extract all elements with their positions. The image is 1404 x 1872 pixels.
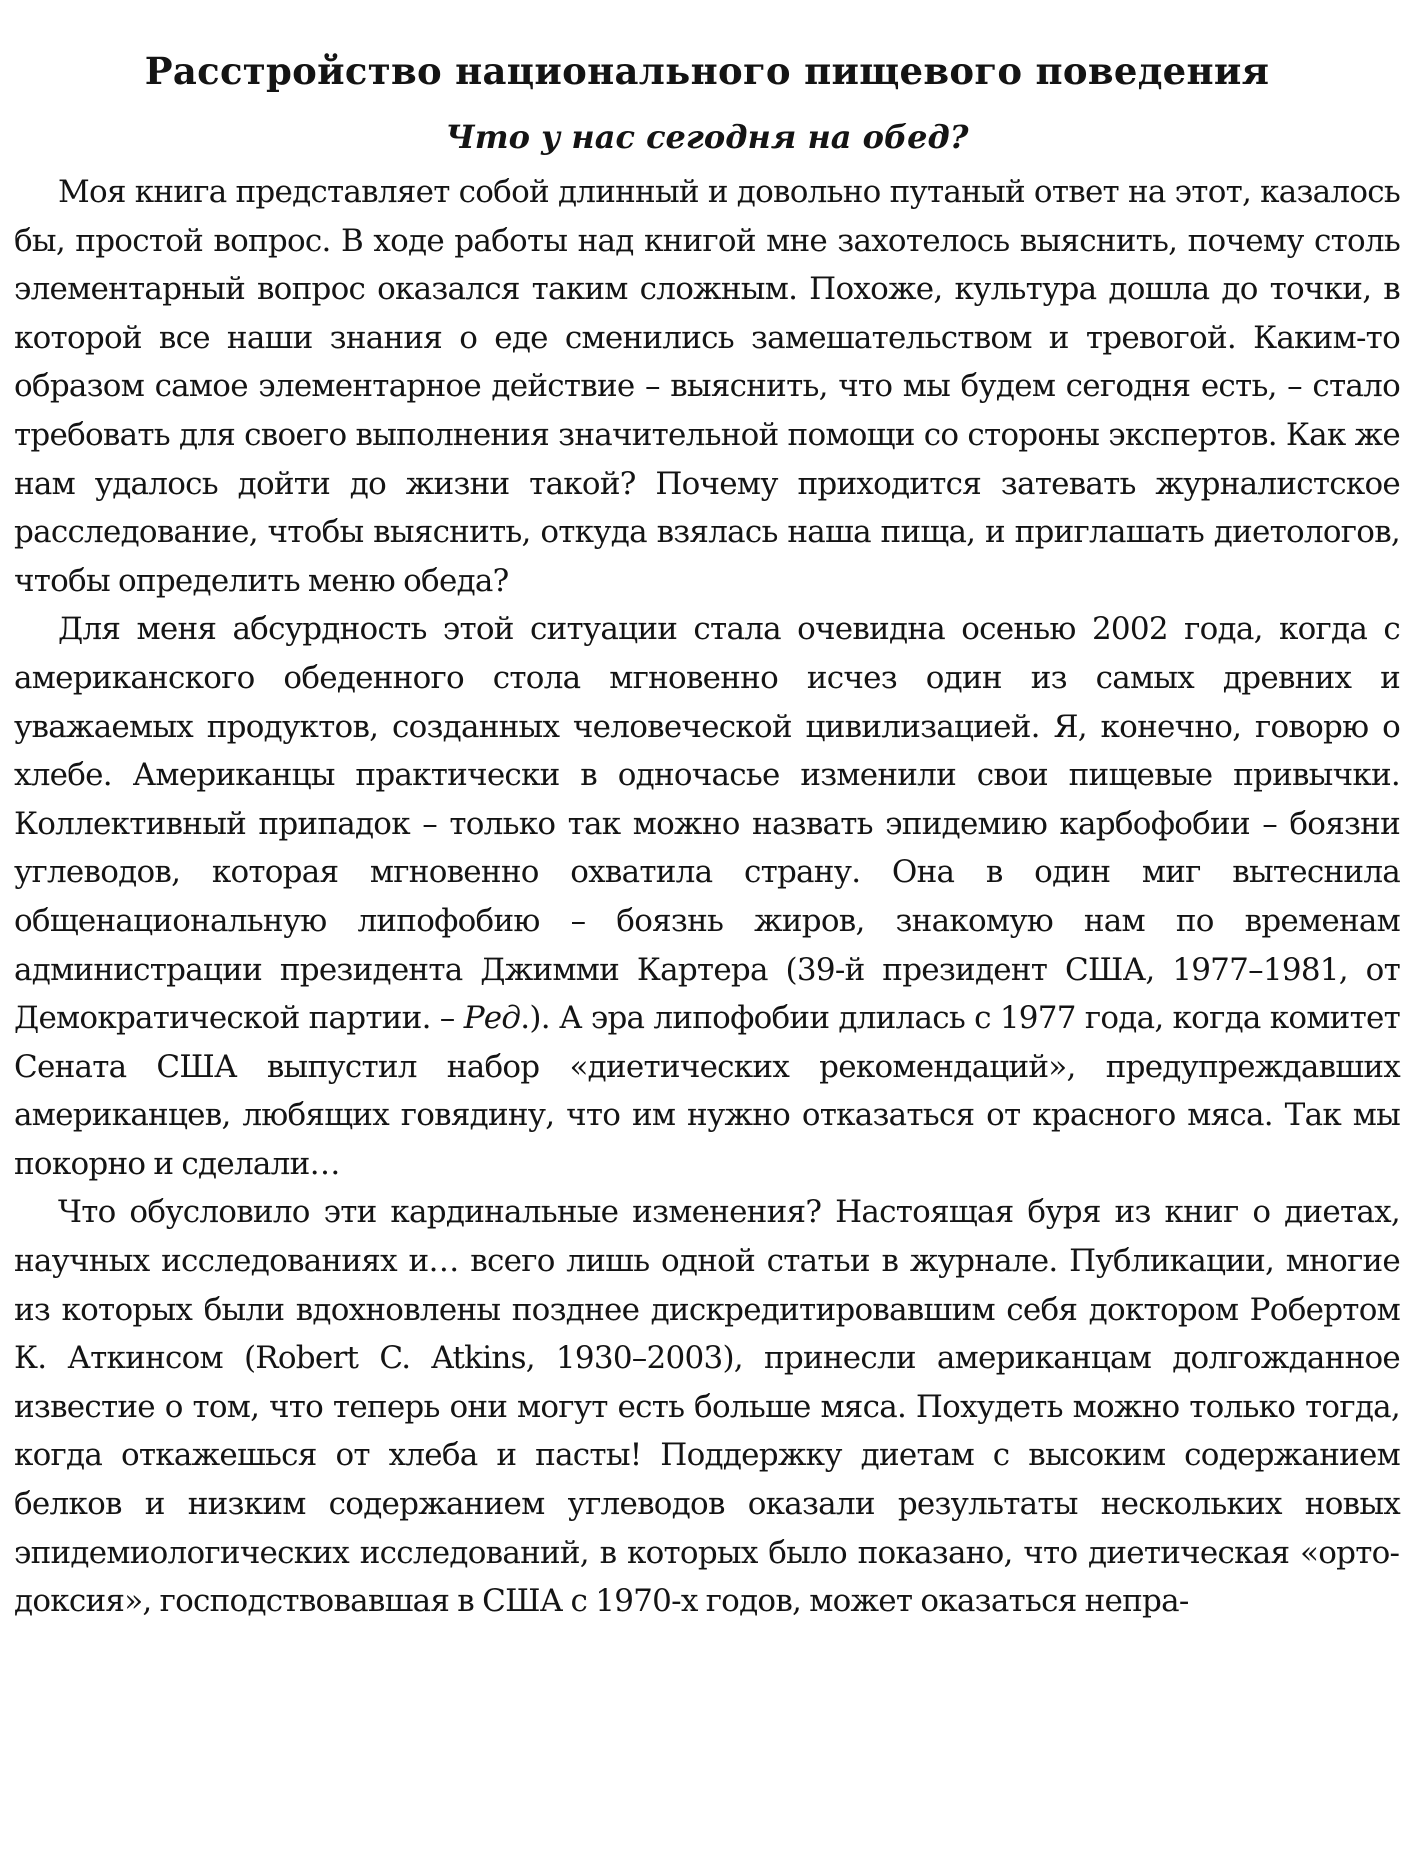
paragraph-1: Моя книга представляет собой длинный и довольно путаный ответ на этот, казалось бы, простой вопрос. В ходе работы над книгой мне захотелось выяснить, почему столь элементарный вопрос оказался таким сложным. Похоже, культура дошла до точки, в которой все наши знания о еде сменились замешательством и тревогой. Каким-то образом самое элементарное действие – выяснить, что мы будем сегодня есть, – стало требовать для своего выполнения значительной помощи со стороны экспертов. Как же нам удалось дойти до жизни такой? Почему приходится затевать журналистское расследование, чтобы выяснить, откуда взялась наша пища, и приглашать диетологов, чтобы определить меню обеда? xyxy=(14,174,1400,599)
document-page xyxy=(14,40,1400,1626)
paragraph-2 xyxy=(14,605,1400,1188)
paragraph-2-part-2: .). А эра липофобии длилась с 1977 года, когда комитет Сената США выпустил набор «диетических рекомендаций», предупреждавших американцев, любящих говядину, что им нужно отказаться от красного мяса. Так мы покорно и сделали… xyxy=(14,1000,1400,1182)
chapter-title: Расстройство национального пищевого поведения xyxy=(144,49,1270,93)
editor-note-abbrev: Ред xyxy=(463,1000,521,1037)
paragraph-3: Что обусловило эти кардинальные изменения? Настоящая буря из книг о диетах, научных исследованиях и… всего лишь одной статьи в журнале. Публикации, многие из которых были вдохновлены позднее дискредитировавшим себя доктором Робертом К. Аткинсом (Robert C. Atkins, 1930–2003), принесли американцам долгожданное известие о том, что теперь они могут есть больше мяса. Похудеть можно только тогда, когда откажешься от хлеба и пасты! Поддержку диетам с высоким содержанием белков и низким содержанием углеводов оказали результаты нескольких новых эпидемиологических исследований, в которых было показано, что диетическая «ортодоксия», господствовавшая в США с 1970-х годов, может оказаться непра- xyxy=(14,1194,1400,1620)
chapter-subtitle: Что у нас сегодня на обед? xyxy=(445,118,969,156)
body-text xyxy=(14,168,1400,1626)
paragraph-2-part-1: Для меня абсурдность этой ситуации стала очевидна осенью 2002 года, когда с американского обеденного стола мгновенно исчез один из самых древних и уважаемых продуктов, созданных человеческой цивилизацией. Я, конечно, говорю о хлебе. Американцы практически в одночасье изменили свои пищевые привычки. Коллективный припадок – только так можно назвать эпидемию карбофобии – боязни углеводов, которая мгновенно охватила страну. Она в один миг вытеснила общенациональную липофобию – боязнь жиров, знакомую нам по временам администрации президента Джимми Картера (39-й президент США, 1977–1981, от Демократической партии. – xyxy=(14,611,1400,1037)
